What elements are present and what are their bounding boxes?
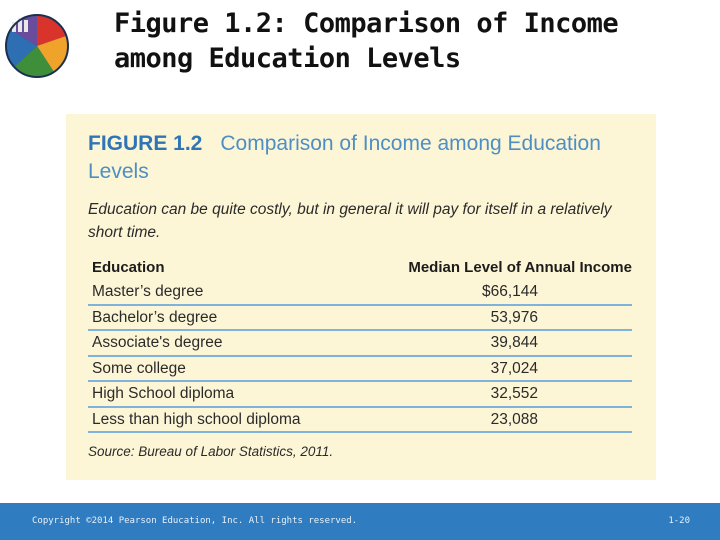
figure-panel [66, 114, 656, 480]
figure-source: Source: Bureau of Labor Statistics, 2011. [88, 444, 334, 459]
education-cell: Some college [92, 359, 186, 377]
education-cell: Master’s degree [92, 283, 204, 300]
education-cell: Associate's degree [92, 334, 223, 351]
income-table [88, 280, 632, 433]
education-cell: Less than high school diploma [92, 410, 301, 428]
income-cell: $66,144 [481, 283, 538, 300]
column-header-education: Education [92, 259, 165, 276]
income-cell: 32,552 [490, 385, 538, 402]
table-row [88, 306, 632, 332]
income-cell: 23,088 [490, 410, 538, 428]
figure-number: FIGURE 1.2 [88, 132, 203, 155]
table-row [88, 331, 632, 357]
figure-caption: Education can be quite costly, but in general it will pay for itself in a relatively short time. [88, 201, 612, 241]
globe-chart-logo-icon [2, 6, 72, 82]
footer-bar [0, 503, 720, 540]
table-row [88, 357, 632, 383]
income-cell: 53,976 [490, 308, 538, 326]
table-row [88, 382, 632, 408]
table-row [88, 408, 632, 434]
textbook-logo [2, 6, 72, 82]
income-cell: 37,024 [490, 359, 538, 377]
figure-heading [88, 130, 648, 186]
income-cell: 39,844 [490, 334, 538, 351]
table-row [88, 280, 632, 306]
table-header-row [88, 257, 632, 279]
slide-title: Figure 1.2: Comparison of Income among Education Levels [114, 8, 619, 74]
page-number: 1-20 [668, 516, 690, 526]
education-cell: Bachelor’s degree [92, 308, 218, 326]
education-cell: High School diploma [92, 385, 235, 402]
copyright-notice: Copyright ©2014 Pearson Education, Inc. All rights reserved. [32, 516, 358, 526]
column-header-income: Median Level of Annual Income [408, 259, 632, 276]
figure-heading-text: Comparison of Income among Education Levels [88, 132, 601, 183]
